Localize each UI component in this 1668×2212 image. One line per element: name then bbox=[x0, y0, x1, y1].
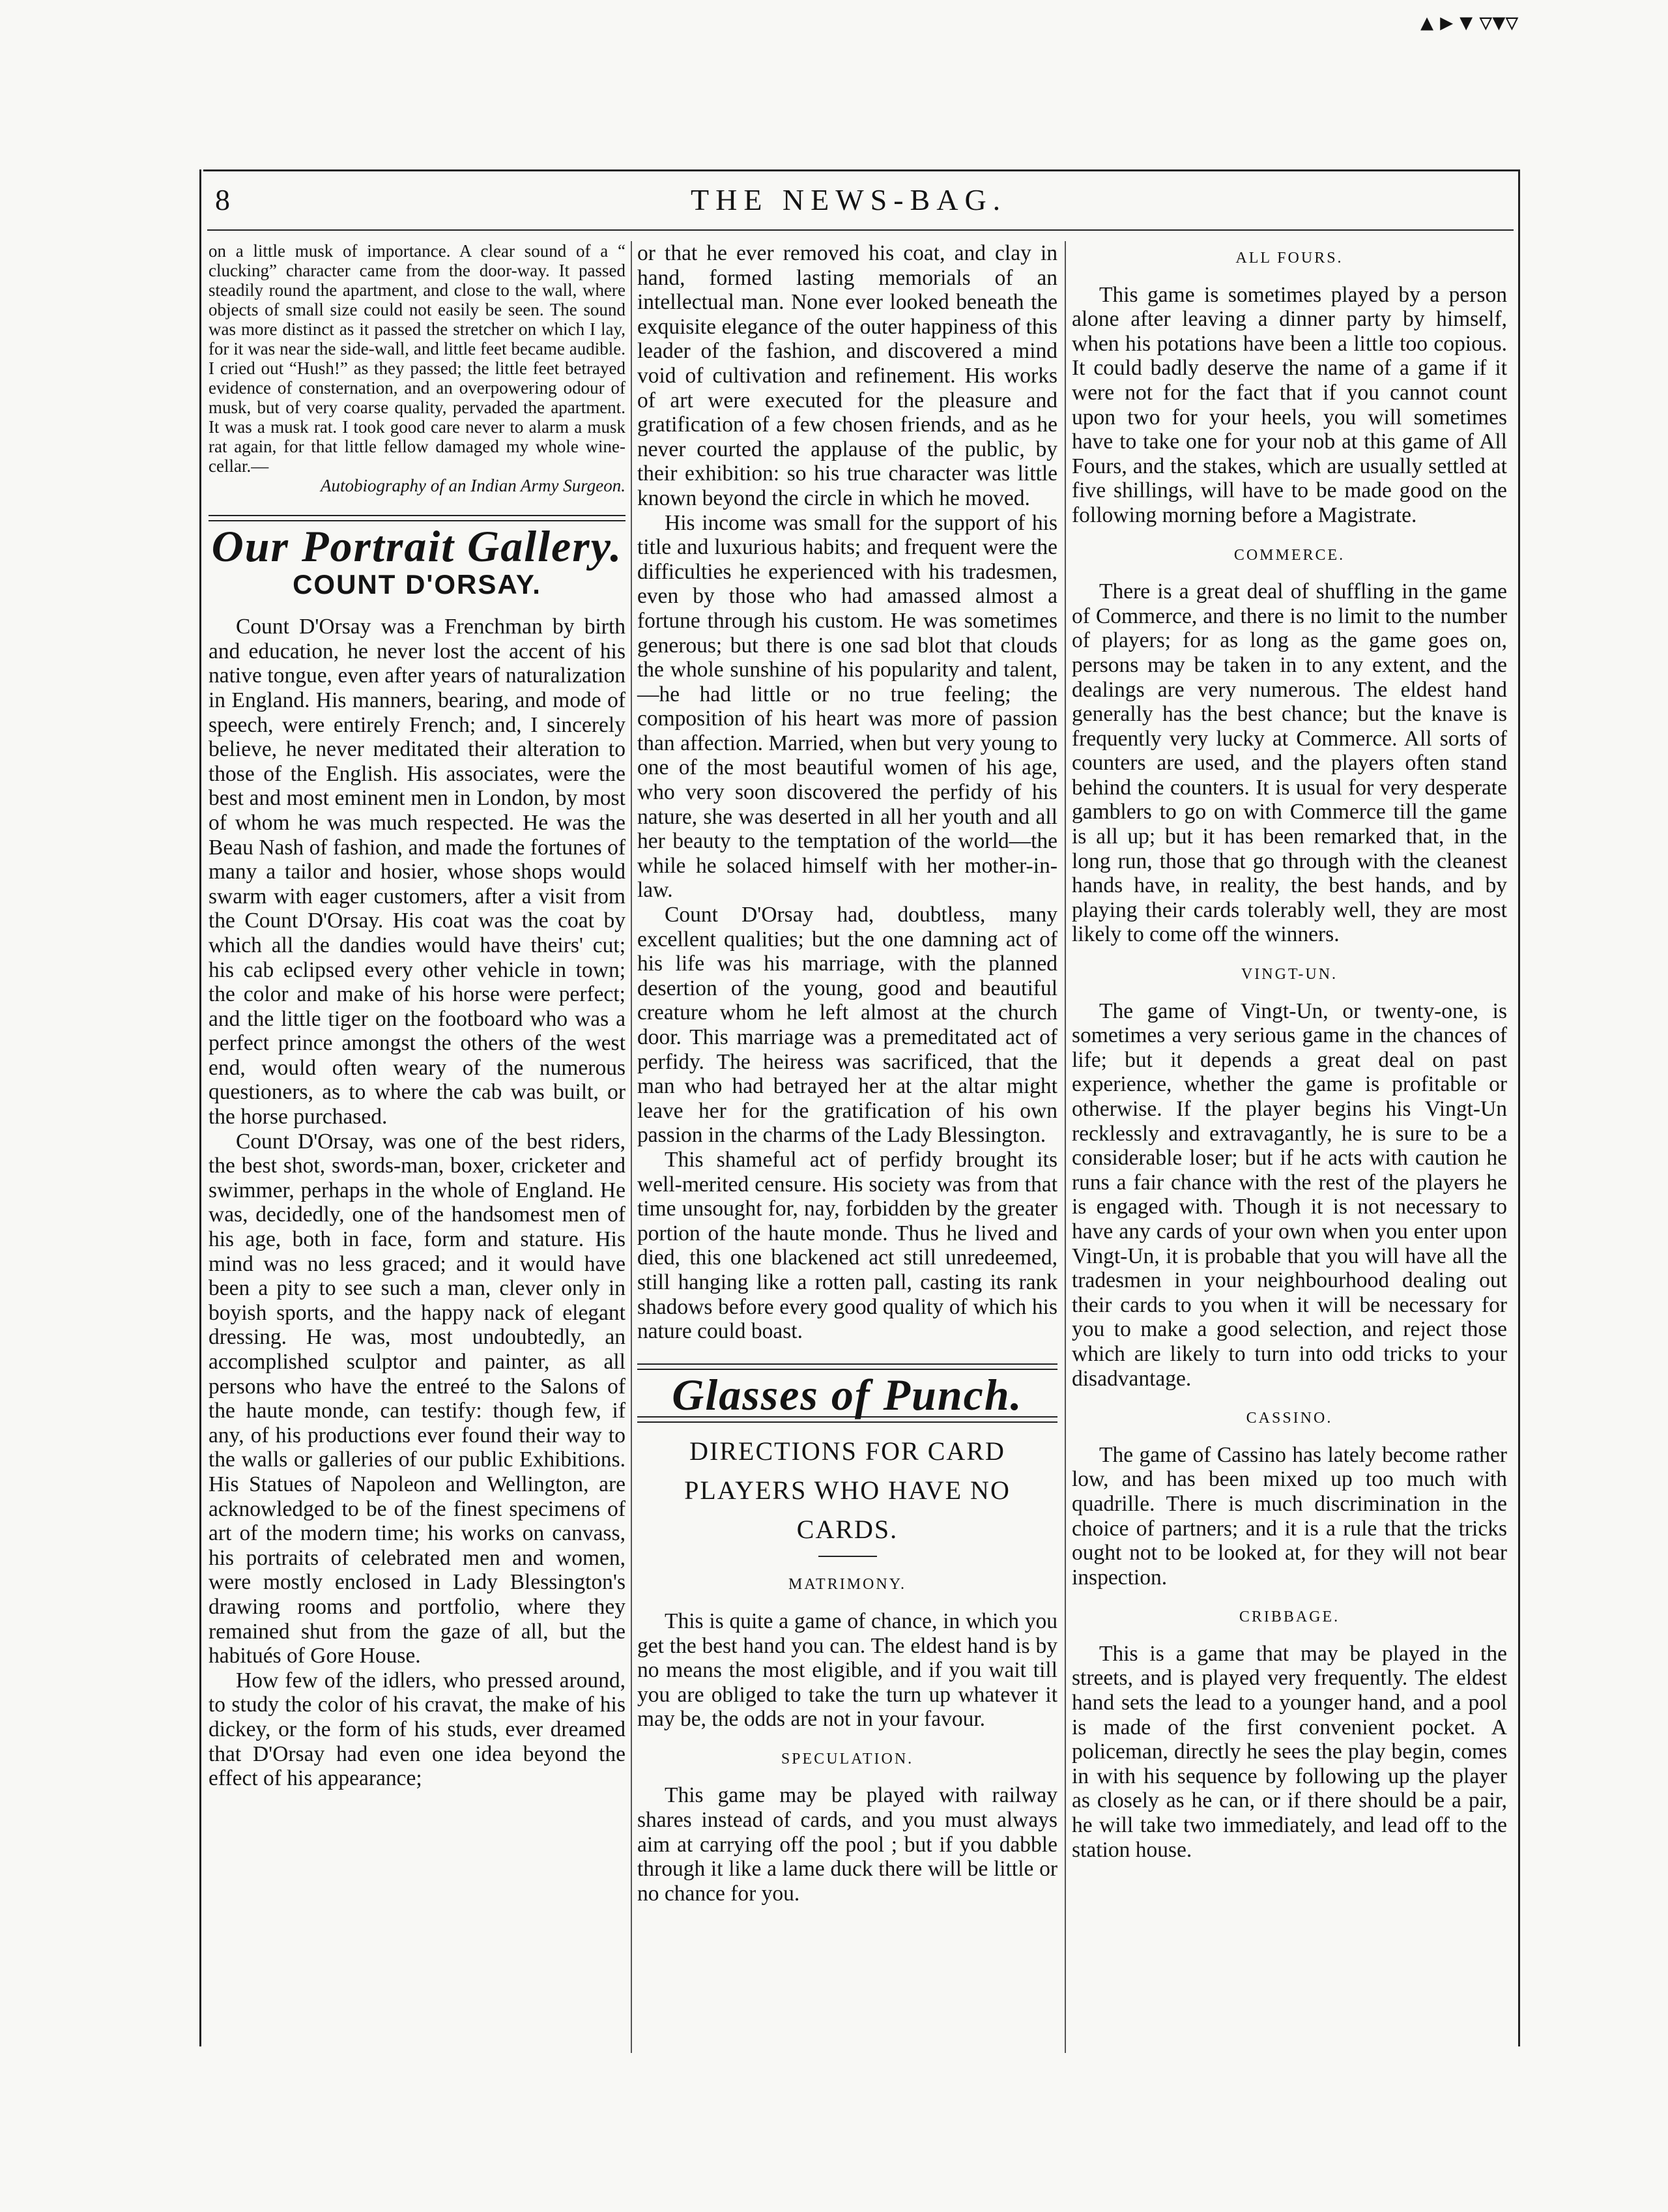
attribution: Autobiography of an Indian Army Surgeon. bbox=[321, 476, 626, 495]
article-title: COUNT D'ORSAY. bbox=[293, 568, 541, 600]
paragraph: The game of Cassino has lately become rather low, and has been mixed up too much with quadrille. There is much discrimination in the choice of partners; and it is a rule that the tricks ought not to be looked at, for they will not bear inspection. bbox=[1072, 1442, 1507, 1590]
musk-rat-paragraph: on a little musk of importance. A clear sound of a “ clucking” character came from the door-way. It passed steadily round the apartment, and close to the wall, where objects of small size could not easily be seen. The sound was more distinct as it passed the stretcher on which I lay, for it was near the side-wall, and little feet became audible. I cried out “Hush!” as they passed; the little feet betrayed evidence of consternation, and an overpowering odour of musk, but of very coarse quality, pervaded the apartment. It was a musk rat. I took good care never to alarm a musk rat again, for that little fellow damaged my whole wine-cellar.— bbox=[208, 241, 626, 476]
article-title: DIRECTIONS FOR CARD PLAYERS WHO HAVE NO CARDS. bbox=[684, 1436, 1011, 1545]
column-2 bbox=[637, 241, 1057, 1906]
subhead-commerce: COMMERCE. bbox=[1233, 546, 1345, 564]
header-rule bbox=[207, 229, 1514, 231]
paragraph: Count D'Orsay had, doubtless, many excellent qualities; but the one damning act of his life was his marriage, with the planned desertion of the young, good and beautiful creature whom he left almost at the church door. This marriage was a premeditated act of perfidy. The heiress was sacrificed, that the man who had betrayed her at the altar might leave her for the gratification of his own passion in the charms of the Lady Blessington. bbox=[637, 903, 1057, 1148]
column-1 bbox=[208, 241, 626, 1791]
paragraph: or that he ever removed his coat, and clay in hand, formed lasting memorials of an intellectual man. None ever looked beneath the exquisite elegance of the outer happiness of this leader of the fashion, and discovered a mind void of cultivation and refinement. His works of art were executed for the pleasure and gratification of a few chosen friends, and as he never courted the applause of the public, by their exhibition: so his true character was little known beyond the circle in which he moved. bbox=[637, 241, 1057, 510]
subhead-all-fours: ALL FOURS. bbox=[1235, 250, 1344, 267]
short-rule bbox=[818, 1556, 877, 1557]
paragraph: The game of Vingt-Un, or twenty-one, is sometimes a very serious game in the chances of life; but it depends a great deal on past experience, whether the game is profitable or otherwise. If the player begins his Vingt-Un recklessly and extravagantly, he is sure to be a considerable loser; but if he acts with caution he runs a fair chance with the rest of the players he is engaged with. Though it is not necessary to have any cards of your own when you enter upon Vingt-Un, it is probable that you will have all the tradesmen in your neighbourhood dealing out their cards to you when it will be necessary for you to make a good selection, and reject those which are likely to turn into odd tricks to your disadvantage. bbox=[1072, 998, 1507, 1391]
subhead-cribbage: CRIBBAGE. bbox=[1239, 1608, 1340, 1626]
section-rule bbox=[208, 515, 626, 521]
column-divider-1 bbox=[631, 241, 632, 2053]
column-3 bbox=[1072, 241, 1507, 1862]
paragraph: This shameful act of perfidy brought its well-merited censure. His society was from that time unsought for, nay, forbidden by the greater portion of the haute monde. Thus he lived and died, this one blackened act still unredeemed, still hanging like a rotten pall, casting its rank shadows before every good quality of which his nature could boast. bbox=[637, 1147, 1057, 1344]
corner-mark: ▴ ▸ ▾ ▿▾▿ bbox=[1420, 7, 1519, 36]
paragraph: His income was small for the support of his title and luxurious habits; and frequent were the difficulties he experienced with his tradesmen, even by those who had amassed almost a fortune through his custom. He was sometimes generous; but there is one sad blot that clouds the whole sunshine of his popularity and talent,—he had little or no true feeling; the composition of his heart was more of passion than affection. Married, when but very young to one of the most beautiful women of his age, who very soon discovered the perfidy of his nature, she was deserted in all her youth and all her beauty to the temptation of the world—the while he solaced himself with her mother-in-law. bbox=[637, 510, 1057, 903]
section-rule bbox=[637, 1363, 1057, 1370]
right-border bbox=[1518, 169, 1520, 2046]
subhead-matrimony: MATRIMONY. bbox=[788, 1576, 906, 1594]
paragraph: This is a game that may be played in the streets, and is played very frequently. The eldest hand sets the lead to a younger hand, and a pool is made of the first convenient pocket. A policeman, directly he sees the play begin, comes in with his sequence by following up the player as closely as he can, or if there should be a pair, he will take two immediately, and lead off to the station house. bbox=[1072, 1641, 1507, 1862]
left-border bbox=[199, 169, 201, 2046]
paragraph: This game may be played with railway shares instead of cards, and you must always aim at carrying off the pool ; but if you dabble through it like a lame duck there will be little or no chance for you. bbox=[637, 1783, 1057, 1906]
top-border bbox=[203, 169, 1519, 171]
paragraph: Count D'Orsay, was one of the best riders, the best shot, swords-man, boxer, cricketer and swimmer, perhaps in the whole of England. He was, decidedly, one of the handsomest men of his age, both in face, form and stature. His mind was no less graced; and it would have been a pity to see such a man, clever only in boyish sports, and the happy nack of elegant dressing. He was, most undoubtedly, an accomplished sculptor and painter, as all persons who have the entreé to the Salons of the haute monde, can testify: though few, if any, of his productions ever found their way to the walls or galleries of our public Exhibitions. His Statues of Napoleon and Wellington, are acknowledged to be of the finest specimens of art of the modern time; his works on canvass, his portraits of celebrated men and women, were mostly enclosed in Lady Blessington's drawing rooms and portfolio, where they remained shut from the gaze of all, but the habitués of Gore House. bbox=[208, 1129, 626, 1668]
paragraph: This is quite a game of chance, in which you get the best hand you can. The eldest hand is by no means the most eligible, and if you wait till you are obliged to take the turn up whatever it may be, the odds are not in your favour. bbox=[637, 1608, 1057, 1732]
masthead-title: THE NEWS-BAG. bbox=[691, 183, 1007, 216]
gallery-section-title: Our Portrait Gallery. bbox=[211, 521, 623, 571]
subhead-speculation: SPECULATION. bbox=[781, 1750, 914, 1768]
punch-section-title: Glasses of Punch. bbox=[672, 1369, 1023, 1419]
column-divider-2 bbox=[1065, 241, 1066, 2053]
page-number: 8 bbox=[215, 183, 230, 216]
paragraph: Count D'Orsay was a Frenchman by birth and education, he never lost the accent of his native tongue, even after years of naturalization in England. His manners, bearing, and mode of speech, were entirely French; and, I sincerely believe, he never meditated their alteration to those of the English. His associates, were the best and most eminent men in London, by most of whom he was much respected. He was the Beau Nash of fashion, and made the fortunes of many a tailor and hosier, whose shops would swarm with eager customers, after a visit from the Count D'Orsay. His coat was the coat by which all the dandies would have theirs' cut; his cab eclipsed every other vehicle in town; the color and make of his horse were perfect; and the little tiger on the footboard who was a perfect prince amongst the others of the west end, would often weary of the numerous questioners, as to where the cab was built, or the horse purchased. bbox=[208, 615, 626, 1129]
paragraph: This game is sometimes played by a person alone after leaving a dinner party by himself, when his potations have been a little too copious. It could badly deserve the name of a game if it were not for the fact that if you cannot count upon two for your heels, you will sometimes have to take one for your nob at this game of All Fours, and the stakes, which are usually settled at five shillings, will have to be made good on the following morning before a Magistrate. bbox=[1072, 282, 1507, 527]
subhead-cassino: CASSINO. bbox=[1246, 1410, 1333, 1427]
paragraph: How few of the idlers, who pressed around, to study the color of his cravat, the make of his dickey, or the form of his studs, ever dreamed that D'Orsay had even one idea beyond the effect of his appearance; bbox=[208, 1668, 626, 1791]
subhead-vingt-un: VINGT-UN. bbox=[1241, 966, 1338, 983]
paragraph: There is a great deal of shuffling in the game of Commerce, and there is no limit to the number of players; for as long as the game goes on, persons may be taken in to any extent, and the dealings are very numerous. The eldest hand generally has the best chance; but the knave is frequently very lucky at Commerce. All sorts of counters are used, and the players often stand behind the counters. It is usual for very desperate gamblers to go on with Commerce till the game is all up; but it has been remarked that, in the long run, those that go through with the cleanest hands have, in reality, the best hands, and by playing their cards tolerably well, they are most likely to come off the winners. bbox=[1072, 579, 1507, 947]
